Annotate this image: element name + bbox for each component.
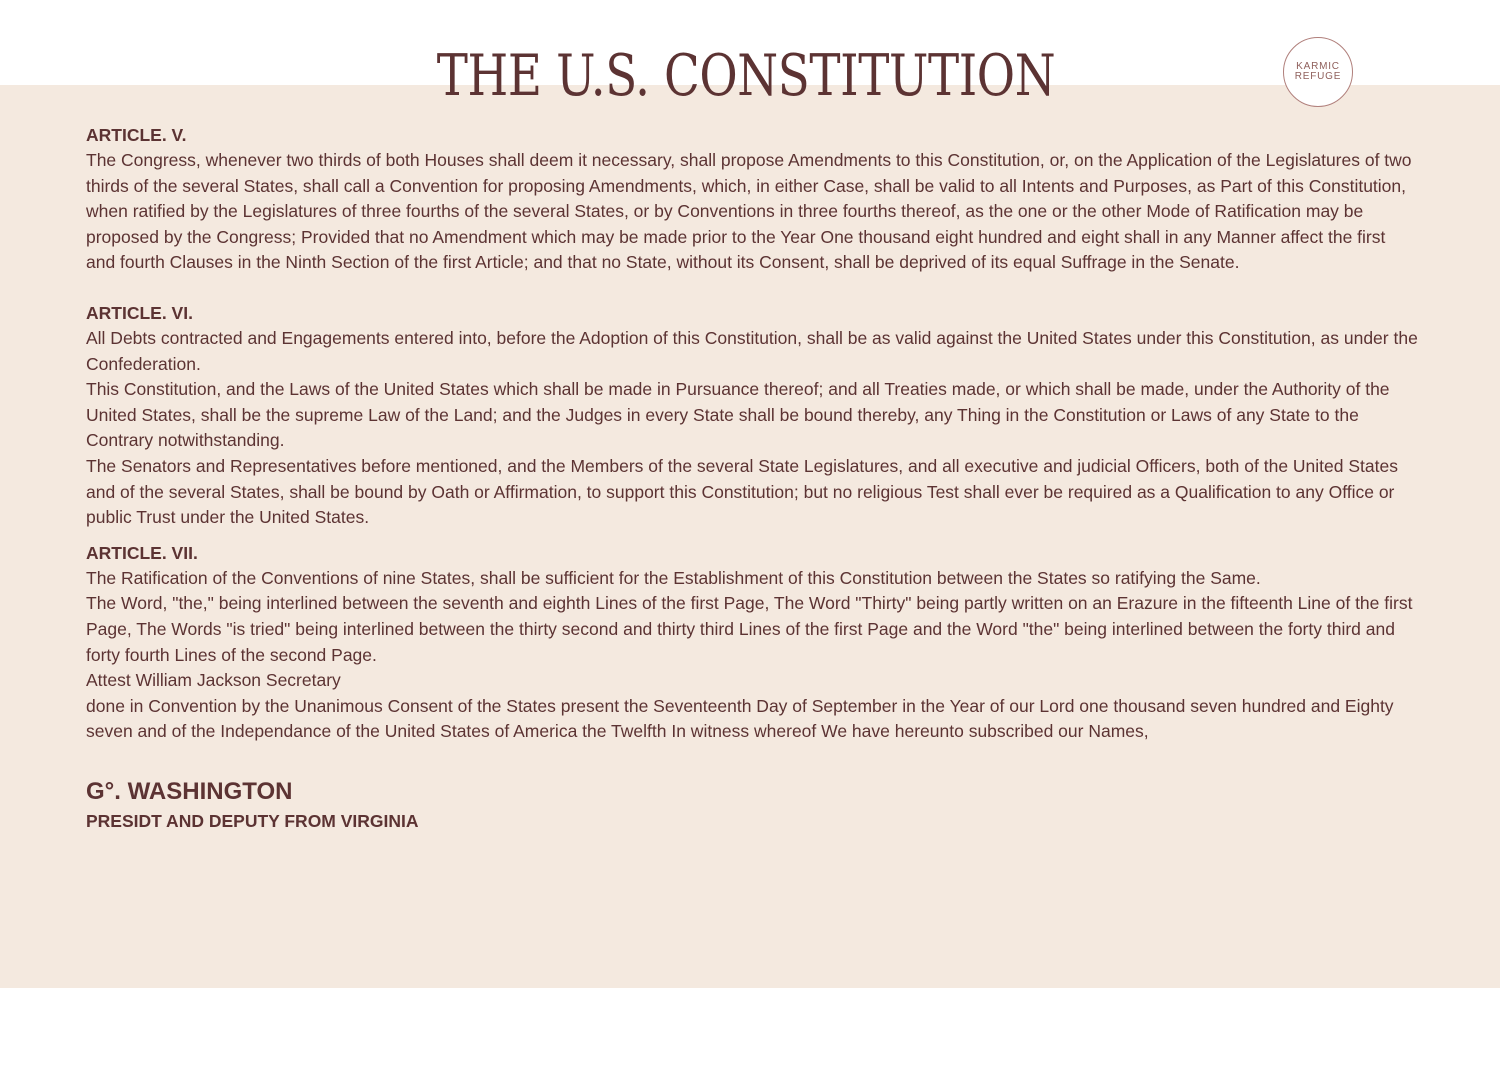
- article-paragraph: done in Convention by the Unanimous Consent of the States present the Seventeenth Day of September in the Year of our Lord one thousand seven hundred and Eighty seven and of the Independance of the United States of America the Twelfth In witness whereof We have hereunto subscribed our Names,: [86, 695, 1394, 742]
- article-paragraph: The Congress, whenever two thirds of both Houses shall deem it necessary, shall propose Amendments to this Constitution, or, on the Application of the Legislatures of two thirds of the several States, shall call a Convention for proposing Amendments, which, in either Case, shall be valid to all Intents and Purposes, as Part of this Constitution, when ratified by the Legislatures of three fourths of the several States, or by Conventions in three fourths thereof, as the one or the other Mode of Ratification may be proposed by the Congress; Provided that no Amendment which may be made prior to the Year One thousand eight hundred and eight shall in any Manner affect the first and fourth Clauses in the Ninth Section of the first Article; and that no State, without its Consent, shall be deprived of its equal Suffrage in the Senate.: [86, 150, 1412, 273]
- article-paragraph: All Debts contracted and Engagements entered into, before the Adoption of this Constitution, shall be as valid against the United States under this Constitution, as under the Confederation.: [86, 327, 1418, 374]
- article-heading: ARTICLE. V.: [86, 125, 187, 145]
- attestation: Attest William Jackson Secretary: [86, 670, 341, 691]
- page-title: THE U.S. CONSTITUTION: [436, 43, 1056, 109]
- article-heading: ARTICLE. VI.: [86, 302, 193, 323]
- logo-line-2: REFUGE: [1294, 71, 1342, 82]
- article-7: [86, 541, 1418, 745]
- signatory-title: PRESIDT AND DEPUTY FROM VIRGINIA: [86, 810, 419, 831]
- article-heading: ARTICLE. VII.: [86, 542, 198, 563]
- article-6: [86, 301, 1418, 531]
- signatory-name: G°. WASHINGTON: [86, 777, 293, 805]
- document-body: [86, 123, 1418, 835]
- article-paragraph: This Constitution, and the Laws of the United States which shall be made in Pursuance thereof; and all Treaties made, or which shall be made, under the Authority of the United States, shall be the supreme Law of the Land; and the Judges in every State shall be bound thereby, any Thing in the Constitution or Laws of any State to the Contrary notwithstanding.: [86, 379, 1390, 451]
- article-paragraph: The Ratification of the Conventions of nine States, shall be sufficient for the Establishment of this Constitution between the States so ratifying the Same.: [86, 567, 1261, 588]
- article-paragraph: The Senators and Representatives before mentioned, and the Members of the several State Legislatures, and all executive and judicial Officers, both of the United States and of the several States, shall be bound by Oath or Affirmation, to support this Constitution; but no religious Test shall ever be required as a Qualification to any Office or public Trust under the United States.: [86, 455, 1398, 528]
- article-paragraph: The Word, "the," being interlined between the seventh and eighth Lines of the first Page, The Word "Thirty" being partly written on an Erazure in the fifteenth Line of the first Page, The Words "is tried" being interlined between the thirty second and thirty third Lines of the first Page and the Word "the" being interlined between the forty third and forty fourth Lines of the second Page.: [86, 593, 1413, 665]
- article-5: [86, 123, 1418, 276]
- signature-block: [86, 777, 1418, 835]
- karmic-refuge-logo-icon: [1283, 37, 1353, 107]
- logo-line-1: KARMIC: [1296, 61, 1340, 72]
